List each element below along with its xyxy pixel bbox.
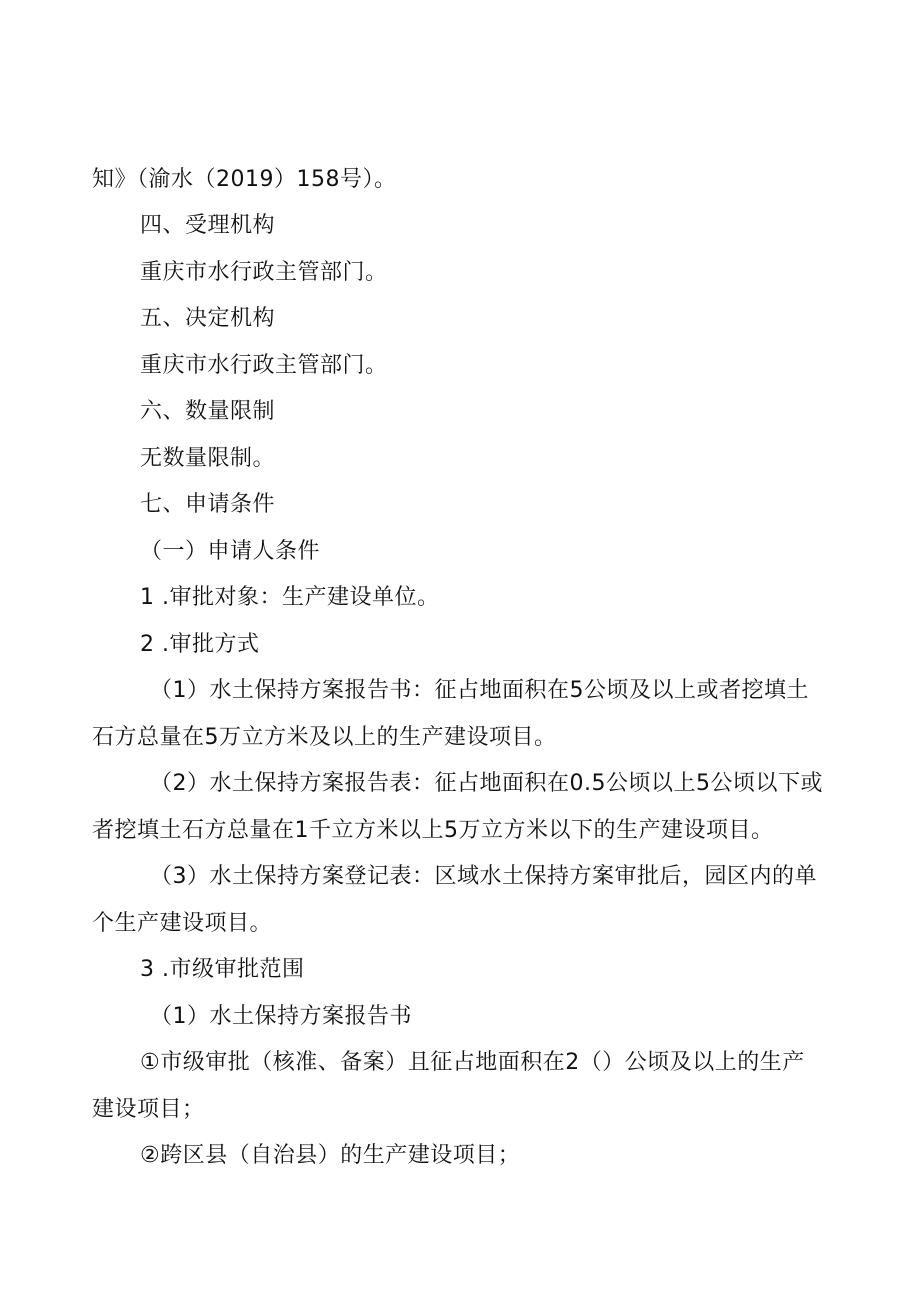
- text-line: 知》（渝水（2019）158号）。: [92, 167, 397, 192]
- subsection-heading: （一）申请人条件: [140, 539, 321, 564]
- text-line: 无数量限制。: [140, 446, 276, 471]
- text-line: （2）水土保持方案报告表：征占地面积在0.5公顷以上5公顷以下或: [150, 771, 823, 796]
- text-line: 建设项目；: [92, 1097, 205, 1122]
- text-line: 个生产建设项目。: [92, 911, 273, 936]
- list-item: 1 .审批对象：生产建设单位。: [140, 585, 440, 610]
- section-heading: 七、申请条件: [140, 492, 276, 517]
- list-item: 2 .审批方式: [140, 632, 260, 657]
- text-line: 重庆市水行政主管部门。: [140, 260, 388, 285]
- section-heading: 五、决定机构: [140, 306, 276, 331]
- section-heading: 四、受理机构: [140, 213, 276, 238]
- list-item: 3 .市级审批范围: [140, 957, 305, 982]
- text-line: 重庆市水行政主管部门。: [140, 353, 388, 378]
- text-line: （1）水土保持方案报告书: [150, 1004, 412, 1029]
- text-line: ①市级审批（核准、备案）且征占地面积在2（）公顷及以上的生产: [140, 1050, 805, 1075]
- text-line: （3）水土保持方案登记表：区域水土保持方案审批后，园区内的单: [150, 864, 817, 889]
- section-heading: 六、数量限制: [140, 399, 276, 424]
- text-line: 石方总量在5万立方米及以上的生产建设项目。: [92, 725, 557, 750]
- text-line: 者挖填土石方总量在1千立方米以上5万立方米以下的生产建设项目。: [92, 818, 774, 843]
- text-line: ②跨区县（自治县）的生产建设项目；: [140, 1143, 521, 1168]
- text-line: （1）水土保持方案报告书：征占地面积在5公顷及以上或者挖填土: [150, 678, 809, 703]
